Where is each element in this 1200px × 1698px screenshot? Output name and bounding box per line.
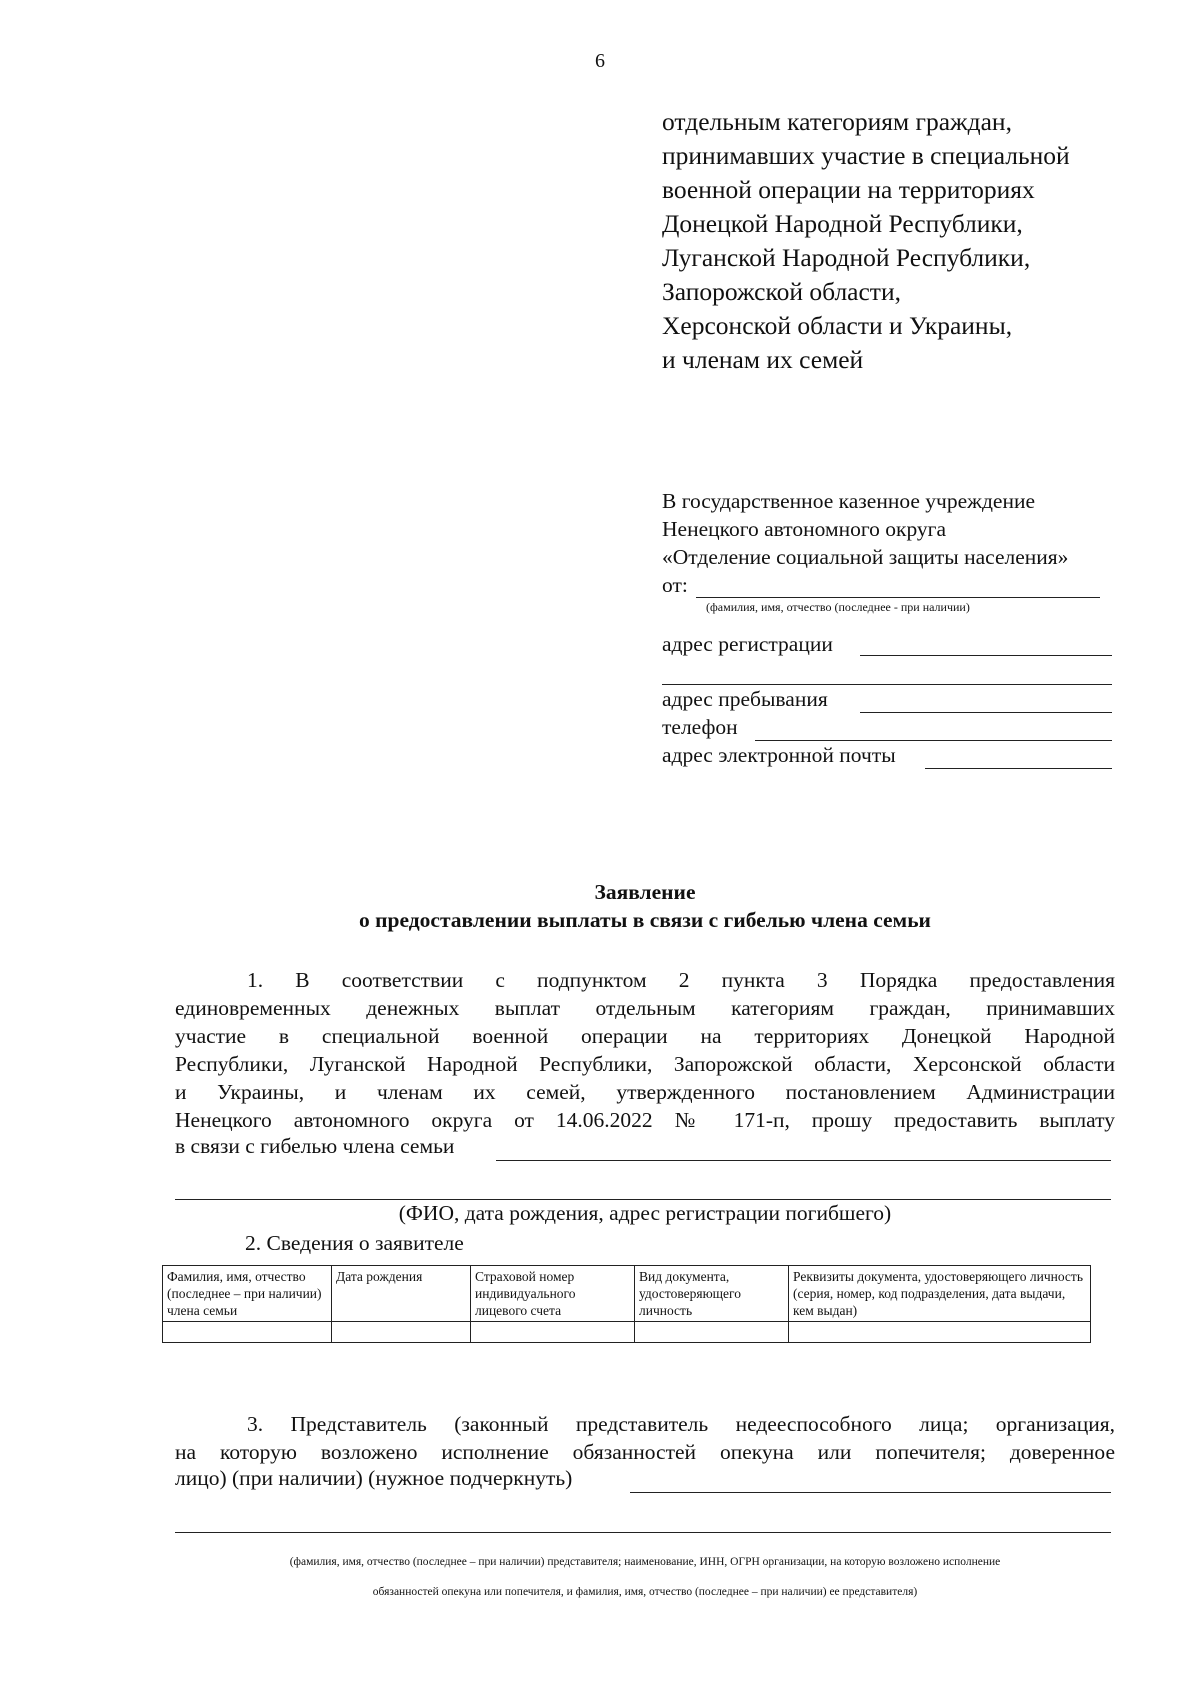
section-2-label: 2. Сведения о заявителе (245, 1231, 464, 1255)
heading-line: Луганской Народной Республики, (662, 243, 1031, 272)
paragraph-line: участие в специальной военной операции на территориях Донецкой Народной (175, 1024, 1115, 1048)
heading-line: отдельным категориям граждан, (662, 107, 1012, 136)
reg-address-field[interactable] (860, 655, 1112, 656)
table-input-cell[interactable] (471, 1322, 635, 1343)
heading-line: и членам их семей (662, 345, 864, 374)
from-hint: (фамилия, имя, отчество (последнее - при наличии) (706, 600, 970, 614)
paragraph-line: единовременных денежных выплат отдельным категориям граждан, принимавших (175, 996, 1115, 1020)
heading-line: принимавших участие в специальной (662, 141, 1070, 170)
table-header-cell: Дата рождения (332, 1266, 471, 1322)
table-header-cell: Вид документа, удостоверяющего личность (635, 1266, 789, 1322)
table-input-cell[interactable] (332, 1322, 471, 1343)
from-label: от: (662, 573, 688, 597)
deceased-field-continued[interactable] (175, 1199, 1111, 1200)
addressee-line: Ненецкого автономного округа (662, 517, 947, 541)
email-label: адрес электронной почты (662, 743, 896, 767)
section-3-last-line: лицо) (при наличии) (нужное подчеркнуть) (175, 1466, 573, 1490)
from-name-field[interactable] (696, 597, 1100, 598)
email-field[interactable] (925, 768, 1112, 769)
heading-line: Запорожской области, (662, 277, 901, 306)
section-3-paragraph (175, 1410, 1115, 1466)
document-subtitle: о предоставлении выплаты в связи с гибелью члена семьи (359, 908, 931, 932)
section-1-paragraph (175, 966, 1115, 1134)
table-row (163, 1322, 1091, 1343)
addressee-line: «Отделение социальной защиты населения» (662, 545, 1069, 569)
applicant-table (162, 1265, 1091, 1343)
representative-field-continued[interactable] (175, 1532, 1111, 1533)
table-header-cell: Страховой номер индивидуального лицевого счета (471, 1266, 635, 1322)
reg-address-label: адрес регистрации (662, 632, 833, 656)
heading-line: Херсонской области и Украины, (662, 311, 1013, 340)
paragraph-line: Ненецкого автономного округа от 14.06.2022 № 171-п, прошу предоставить выплату (175, 1108, 1115, 1132)
heading-line: Донецкой Народной Республики, (662, 209, 1023, 238)
stay-address-label: адрес пребывания (662, 687, 828, 711)
paragraph-line: Республики, Луганской Народной Республики, Запорожской области, Херсонской области (175, 1052, 1115, 1076)
representative-hint: (фамилия, имя, отчество (последнее – при наличии) представителя; наименование, ИНН, ОГРН организации, на которую возложено исполнение (289, 1556, 1001, 1568)
table-input-cell[interactable] (789, 1322, 1091, 1343)
table-input-cell[interactable] (635, 1322, 789, 1343)
appendix-heading (662, 105, 1162, 377)
deceased-field[interactable] (496, 1160, 1111, 1161)
representative-field[interactable] (630, 1492, 1111, 1493)
table-header-cell: Фамилия, имя, отчество (последнее – при наличии) члена семьи (163, 1266, 332, 1322)
page-number: 6 (595, 50, 605, 72)
addressee-line: В государственное казенное учреждение (662, 489, 1036, 513)
paragraph-line: 1. В соответствии с подпунктом 2 пункта 3 Порядка предоставления (247, 968, 1115, 992)
paragraph-line: 3. Представитель (законный представитель недееспособного лица; организация, (247, 1412, 1115, 1436)
document-title: Заявление (594, 880, 696, 904)
heading-line: военной операции на территориях (662, 175, 1035, 204)
table-header-row (163, 1266, 1091, 1322)
paragraph-last-line: в связи с гибелью члена семьи (175, 1134, 455, 1158)
phone-label: телефон (662, 715, 738, 739)
paragraph-line: и Украины, и членам их семей, утвержденного постановлением Администрации (175, 1080, 1115, 1104)
table-input-cell[interactable] (163, 1322, 332, 1343)
representative-hint: обязанностей опекуна или попечителя, и фамилия, имя, отчество (последнее – при наличии) ее представителя) (372, 1586, 918, 1598)
paragraph-line: на которую возложено исполнение обязанностей опекуна или попечителя; доверенное (175, 1440, 1115, 1464)
deceased-hint: (ФИО, дата рождения, адрес регистрации погибшего) (398, 1201, 892, 1225)
table-header-cell: Реквизиты документа, удостоверяющего личность (серия, номер, код подразделения, дата выдачи, кем выдан) (789, 1266, 1091, 1322)
